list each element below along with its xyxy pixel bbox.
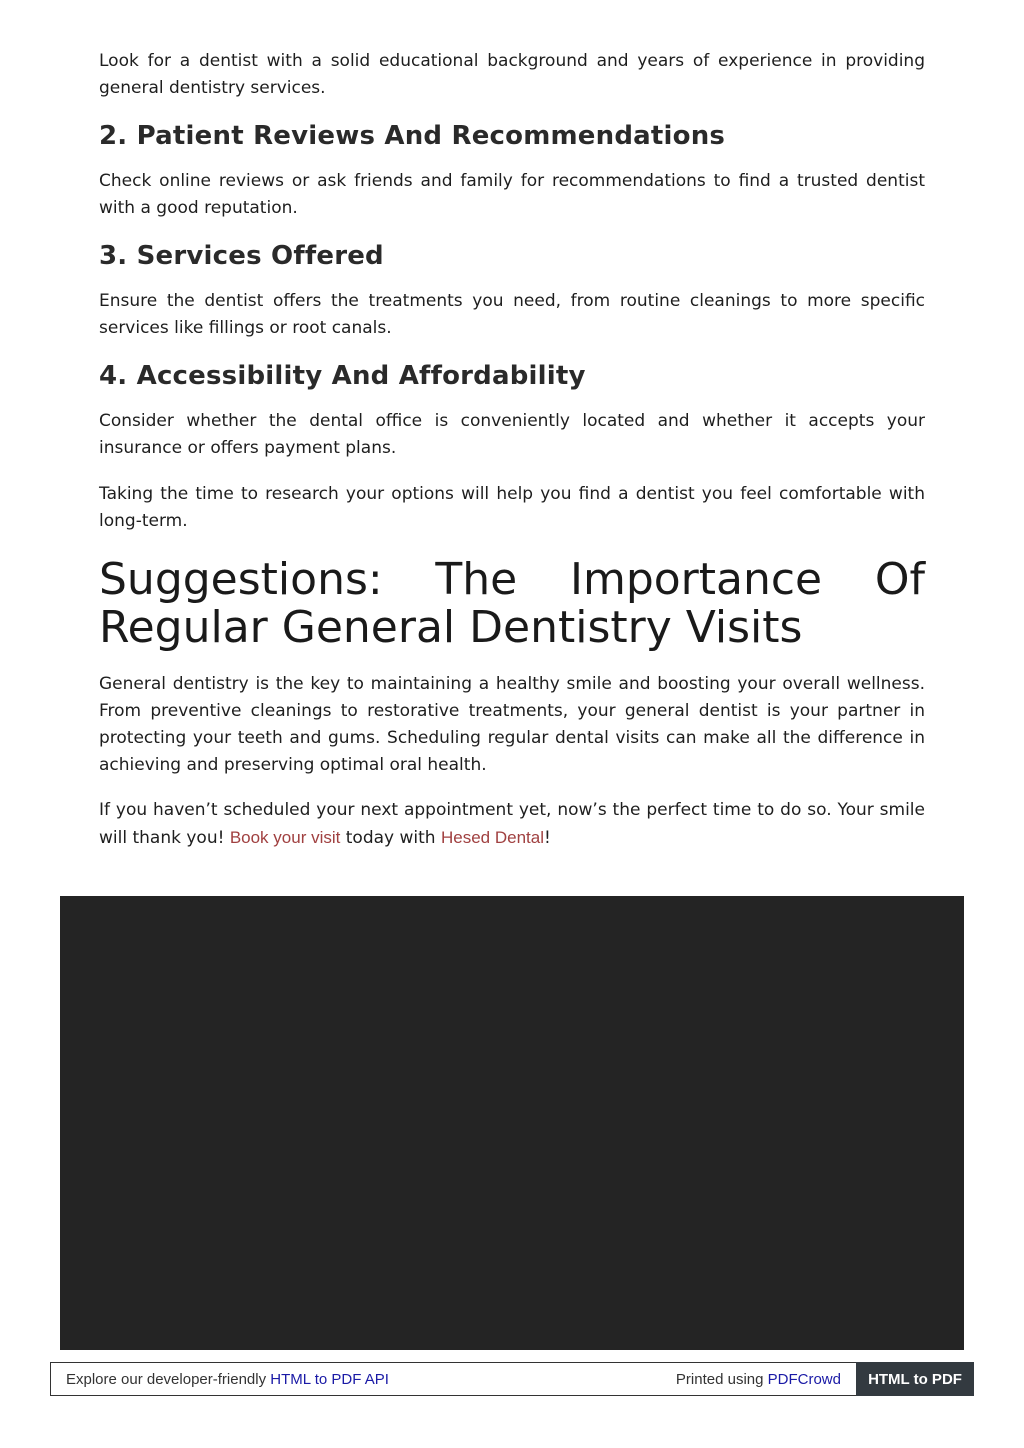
heading-word: The — [435, 554, 518, 605]
heading-word: Importance — [569, 554, 823, 605]
appointment-text-part1: If you haven’t scheduled your next appointment yet, now’s the perfect time to do so. Your smile will thank you! — [99, 800, 925, 848]
footer-info — [50, 1362, 856, 1396]
footer-explore — [66, 1371, 389, 1388]
closing-paragraph: Taking the time to research your options will help you find a dentist you feel comfortable with long-term. — [99, 484, 925, 531]
embedded-video-block[interactable] — [60, 896, 964, 1350]
footer-printed-text: Printed using — [675, 1370, 768, 1388]
section-heading-accessibility: 4. Accessibility And Affordability — [99, 361, 586, 391]
article-content — [99, 48, 925, 852]
footer-printed — [676, 1371, 841, 1388]
hesed-dental-link[interactable]: Hesed Dental — [440, 828, 544, 847]
heading-word: Of — [874, 554, 925, 605]
footer-explore-text: Explore our developer-friendly — [66, 1370, 271, 1388]
suggestions-paragraph: General dentistry is the key to maintaining a healthy smile and boosting your overall wellness. From preventive cleanings to restorative treatments, your general dentist is your partner in protecting your teeth and gums. Scheduling regular dental visits can make all the difference in achieving and preserving optimal oral health. — [99, 674, 925, 775]
suggestions-heading — [99, 556, 925, 652]
section-text-services-offered: Ensure the dentist offers the treatments you need, from routine cleanings to more specific services like fillings or root canals. — [99, 291, 925, 338]
intro-paragraph: Look for a dentist with a solid educational background and years of experience in providing general dentistry services. — [99, 51, 925, 98]
section-heading-patient-reviews: 2. Patient Reviews And Recommendations — [99, 121, 726, 151]
section-text-patient-reviews: Check online reviews or ask friends and family for recommendations to find a trusted dentist with a good reputation. — [99, 171, 925, 218]
appointment-text-part2: today with — [340, 828, 441, 848]
heading-word: Suggestions: — [99, 554, 383, 605]
html-to-pdf-api-link[interactable]: HTML to PDF API — [270, 1370, 389, 1388]
section-text-accessibility: Consider whether the dental office is conveniently located and whether it accepts your insurance or offers payment plans. — [99, 411, 925, 458]
pdfcrowd-footer — [50, 1362, 974, 1396]
appointment-paragraph — [99, 797, 925, 852]
suggestions-heading-line1 — [99, 556, 925, 604]
appointment-text-part3: ! — [544, 828, 551, 848]
pdfcrowd-link[interactable]: PDFCrowd — [767, 1370, 841, 1388]
book-visit-link[interactable]: Book your visit — [229, 828, 341, 847]
section-heading-services-offered: 3. Services Offered — [99, 241, 384, 271]
suggestions-heading-line2: Regular General Dentistry Visits — [99, 602, 803, 653]
html-to-pdf-button[interactable]: HTML to PDF — [856, 1362, 974, 1396]
